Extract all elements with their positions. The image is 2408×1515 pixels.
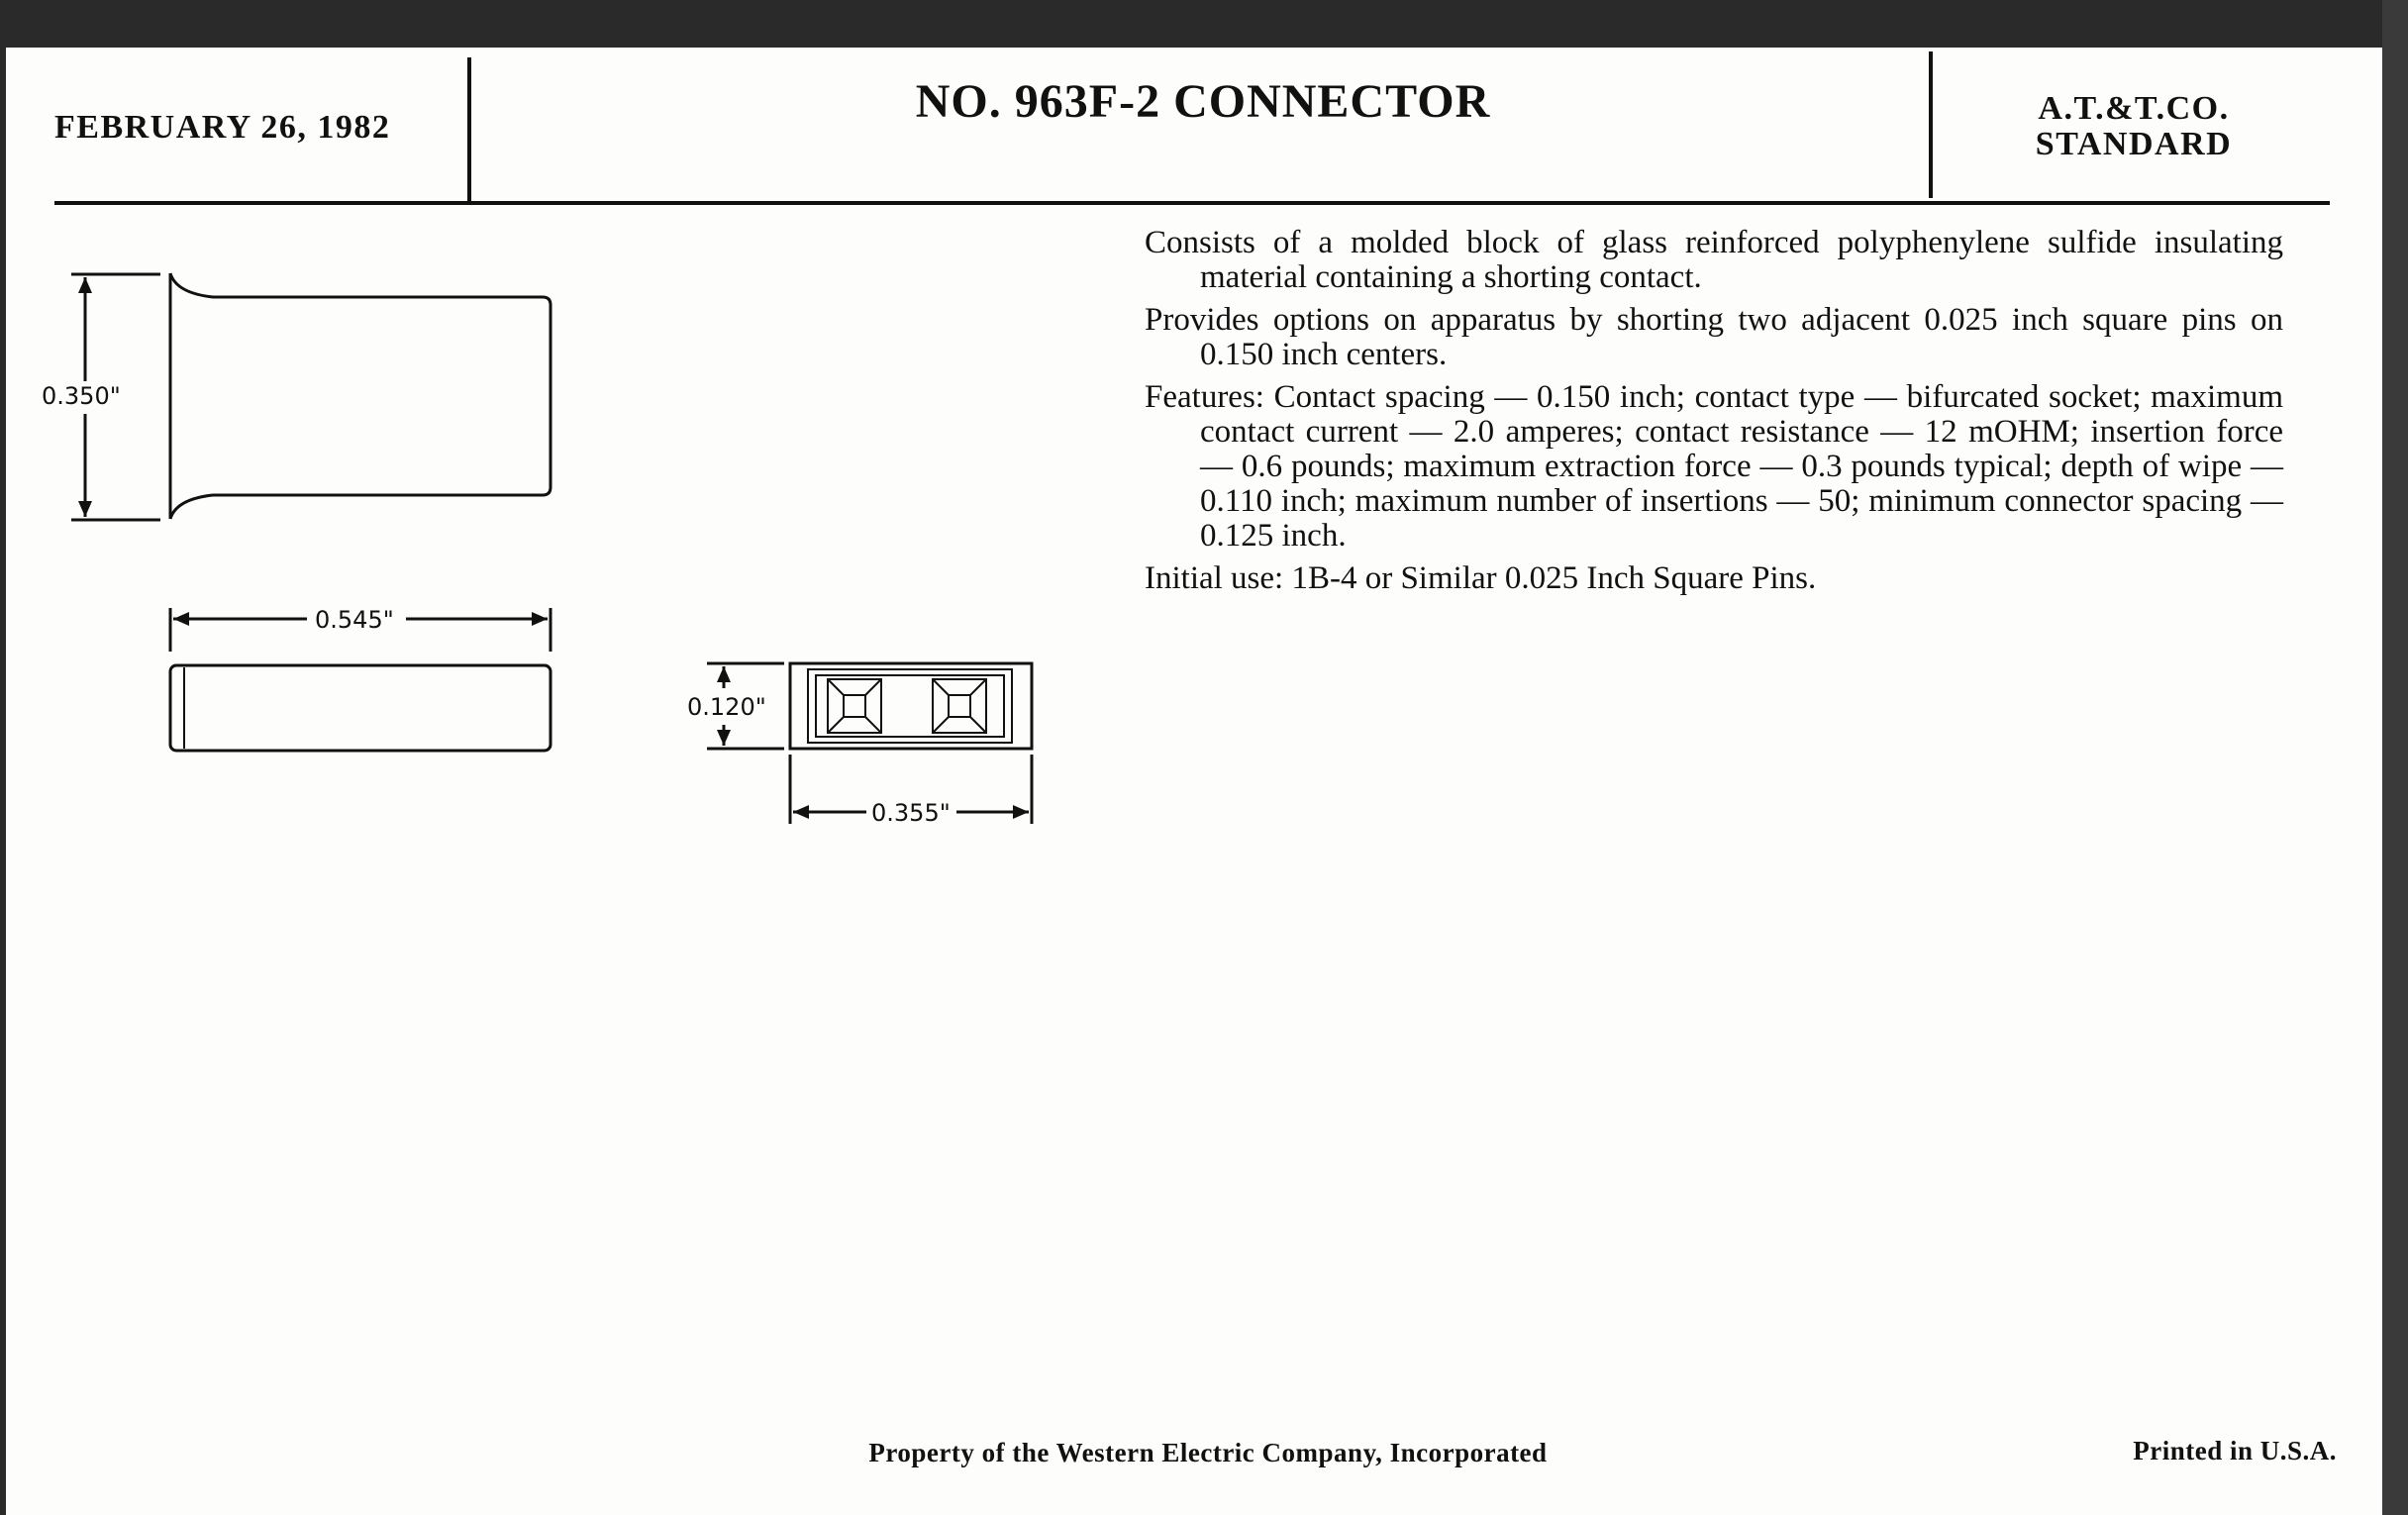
page-title: NO. 963F-2 CONNECTOR	[915, 75, 1491, 128]
description	[1145, 226, 2283, 604]
issue-date: FEBRUARY 26, 1982	[54, 109, 391, 146]
dim-height-label: 0.350"	[42, 382, 121, 410]
standard-line-1: A.T.&T.CO.	[2038, 90, 2230, 127]
end-view	[707, 663, 1032, 824]
dim-width-label: 0.355"	[871, 799, 951, 827]
dim-length-label: 0.545"	[315, 606, 394, 634]
standard-line-2: STANDARD	[2035, 126, 2233, 162]
dim-thickness-label: 0.120"	[687, 693, 766, 721]
initial-use-paragraph: Initial use: 1B-4 or Similar 0.025 Inch Square Pins.	[1145, 560, 1817, 596]
features-paragraph: Features: Contact spacing — 0.150 inch; contact type — bifurcated socket; maximum contact current — 2.0 amperes; contact resistance — 12 mOHM; insertion force — 0.6 pounds; maximum extraction force — 0.3 pounds typical; depth of wipe — 0.110 inch; maximum number of insertions — 50; minimum connector spacing — 0.125 inch.	[1145, 379, 2283, 554]
printed-notice: Printed in U.S.A.	[2133, 1436, 2337, 1465]
description-paragraph: Consists of a molded block of glass reinforced polyphenylene sulfide insulating material containing a shorting contact.	[1145, 225, 2283, 295]
side-view	[71, 273, 551, 520]
description-paragraph: Provides options on apparatus by shorting two adjacent 0.025 inch square pins on 0.150 inch centers.	[1145, 302, 2283, 372]
property-notice: Property of the Western Electric Company, Incorporated	[868, 1438, 1548, 1467]
